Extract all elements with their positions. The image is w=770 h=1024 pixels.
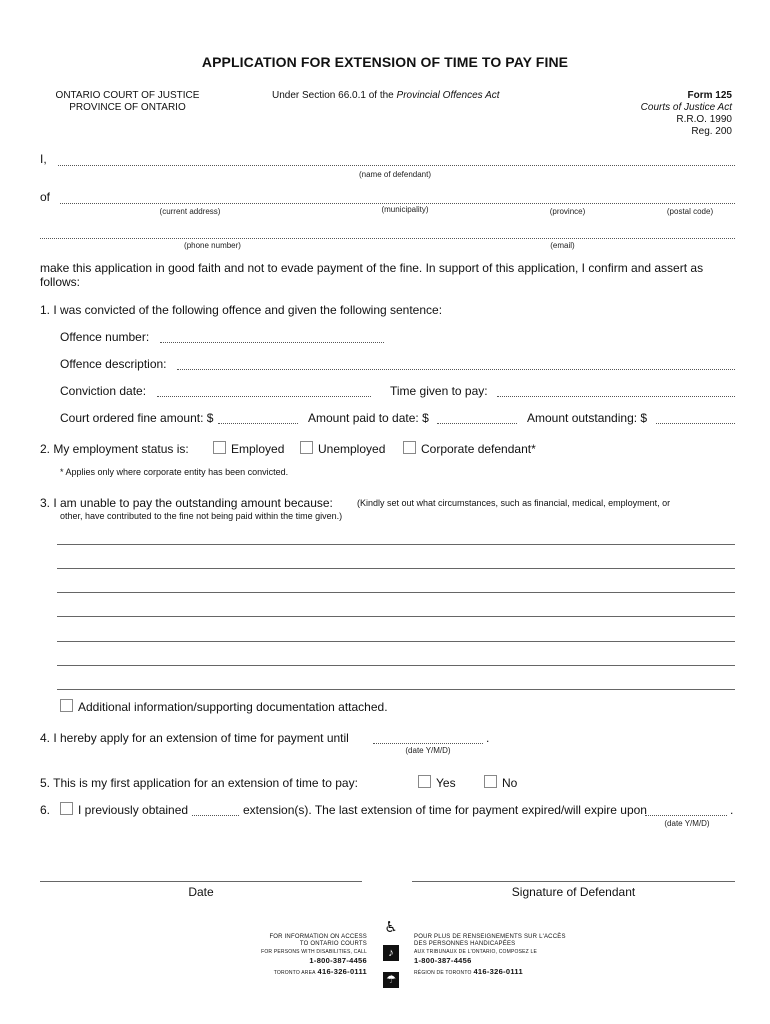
time-given-label: Time given to pay: bbox=[390, 384, 488, 398]
access-fr-area-phone: 416-326-0111 bbox=[473, 967, 523, 976]
access-en-line3: FOR PERSONS WITH DISABILITIES, CALL bbox=[261, 949, 367, 955]
address-field[interactable] bbox=[60, 203, 735, 204]
reason-line[interactable] bbox=[57, 689, 735, 690]
extension-count-field[interactable] bbox=[192, 815, 239, 816]
corporate-checkbox[interactable] bbox=[403, 441, 416, 454]
address-caption: (current address) bbox=[159, 207, 221, 216]
phone-caption: (phone number) bbox=[184, 241, 241, 250]
s3-heading: 3. I am unable to pay the outstanding amount because: bbox=[40, 496, 333, 510]
reason-line[interactable] bbox=[57, 665, 735, 666]
corporate-note: * Applies only where corporate entity has been convicted. bbox=[60, 467, 289, 477]
access-fr-line2: DES PERSONNES HANDICAPÉES bbox=[414, 941, 516, 947]
s6-date-caption: (date Y/M/D) bbox=[664, 819, 710, 828]
statute-reference bbox=[272, 90, 500, 102]
s6-period: . bbox=[730, 803, 734, 817]
s5-text: 5. This is my first application for an extension of time to pay: bbox=[40, 776, 358, 790]
court-name-line2: PROVINCE OF ONTARIO bbox=[69, 102, 186, 113]
access-en-area: TORONTO AREA bbox=[273, 970, 316, 976]
form-rro: R.R.O. 1990 bbox=[676, 114, 732, 125]
employed-checkbox[interactable] bbox=[213, 441, 226, 454]
hearing-icon: ♪ bbox=[383, 945, 399, 961]
s3-instruction-2: other, have contributed to the fine not being paid within the time given.) bbox=[60, 511, 343, 521]
s1-heading: 1. I was convicted of the following offence and given the following sentence: bbox=[40, 303, 443, 317]
court-name bbox=[40, 90, 215, 114]
conviction-date-label: Conviction date: bbox=[60, 384, 147, 398]
previous-extension-checkbox[interactable] bbox=[60, 802, 73, 815]
amount-paid-label: Amount paid to date: $ bbox=[308, 411, 429, 425]
walking-person-icon: ☂ bbox=[383, 972, 399, 988]
of-label: of bbox=[40, 190, 51, 204]
s2-heading: 2. My employment status is: bbox=[40, 442, 189, 456]
municipality-caption: (municipality) bbox=[381, 205, 429, 214]
form-act: Courts of Justice Act bbox=[640, 102, 732, 113]
corporate-label: Corporate defendant* bbox=[421, 442, 536, 456]
access-en-area-phone: 416-326-0111 bbox=[317, 967, 367, 976]
s6-number: 6. bbox=[40, 803, 51, 817]
form-number: Form 125 bbox=[687, 90, 732, 101]
email-caption: (email) bbox=[550, 241, 575, 250]
reason-line[interactable] bbox=[57, 592, 735, 593]
name-caption: (name of defendant) bbox=[358, 170, 432, 179]
form-reg: Reg. 200 bbox=[691, 126, 732, 137]
offence-description-label: Offence description: bbox=[60, 357, 167, 371]
extension-date-field[interactable] bbox=[373, 743, 483, 744]
access-fr-line1: POUR PLUS DE RENSEIGNEMENTS SUR L'ACCÈS bbox=[414, 934, 566, 940]
access-fr-area: RÉGION DE TORONTO bbox=[414, 970, 472, 976]
s4-period: . bbox=[486, 731, 490, 745]
reason-line[interactable] bbox=[57, 641, 735, 642]
amount-outstanding-field[interactable] bbox=[656, 423, 735, 424]
reason-line[interactable] bbox=[57, 544, 735, 545]
access-info-fr bbox=[414, 934, 584, 977]
access-info-en bbox=[240, 934, 367, 977]
amount-paid-field[interactable] bbox=[437, 423, 517, 424]
access-en-line2: TO ONTARIO COURTS bbox=[299, 941, 367, 947]
court-name-line1: ONTARIO COURT OF JUSTICE bbox=[55, 90, 200, 101]
signature-line[interactable] bbox=[412, 881, 735, 882]
province-caption: (province) bbox=[549, 207, 586, 216]
access-fr-phone: 1-800-387-4456 bbox=[414, 956, 472, 965]
s4-date-caption: (date Y/M/D) bbox=[405, 746, 451, 755]
date-line[interactable] bbox=[40, 881, 362, 882]
postal-caption: (postal code) bbox=[666, 207, 714, 216]
s3-instruction-1: (Kindly set out what circumstances, such as financial, medical, employment, or bbox=[357, 498, 671, 508]
unemployed-label: Unemployed bbox=[318, 442, 386, 456]
reason-line[interactable] bbox=[57, 568, 735, 569]
wheelchair-icon: ♿ bbox=[384, 919, 398, 936]
offence-number-field[interactable] bbox=[160, 342, 384, 343]
form-title: APPLICATION FOR EXTENSION OF TIME TO PAY FINE bbox=[201, 54, 569, 70]
fine-amount-label: Court ordered fine amount: $ bbox=[60, 411, 214, 425]
access-en-phone: 1-800-387-4456 bbox=[309, 956, 367, 965]
reason-line[interactable] bbox=[57, 616, 735, 617]
intro-text: make this application in good faith and not to evade payment of the fine. In support of this application, I confirm and assert as follows: bbox=[40, 261, 704, 289]
yes-label: Yes bbox=[436, 776, 456, 790]
unemployed-checkbox[interactable] bbox=[300, 441, 313, 454]
no-label: No bbox=[502, 776, 518, 790]
statute-act: Provincial Offences Act bbox=[396, 90, 500, 101]
access-en-line1: FOR INFORMATION ON ACCESS bbox=[269, 934, 367, 940]
s6-text-1: I previously obtained bbox=[78, 803, 189, 817]
employed-label: Employed bbox=[231, 442, 285, 456]
phone-email-field[interactable] bbox=[40, 238, 735, 239]
amount-outstanding-label: Amount outstanding: $ bbox=[527, 411, 648, 425]
statute-prefix: Under Section 66.0.1 of the bbox=[272, 90, 397, 101]
signature-label: Signature of Defendant bbox=[511, 885, 636, 899]
time-given-field[interactable] bbox=[497, 396, 735, 397]
offence-number-label: Offence number: bbox=[60, 330, 150, 344]
offence-description-field[interactable] bbox=[177, 369, 735, 370]
additional-info-label: Additional information/supporting documentation attached. bbox=[78, 700, 388, 714]
form-info bbox=[641, 90, 732, 138]
i-label: I, bbox=[40, 152, 47, 166]
fine-amount-field[interactable] bbox=[218, 423, 298, 424]
date-label: Date bbox=[188, 885, 214, 899]
no-checkbox[interactable] bbox=[484, 775, 497, 788]
last-extension-date-field[interactable] bbox=[645, 815, 727, 816]
defendant-name-field[interactable] bbox=[58, 165, 735, 166]
access-fr-line3: AUX TRIBUNAUX DE L'ONTARIO, COMPOSEZ LE bbox=[414, 949, 538, 955]
yes-checkbox[interactable] bbox=[418, 775, 431, 788]
conviction-date-field[interactable] bbox=[157, 396, 371, 397]
s6-text-2: extension(s). The last extension of time for payment expired/will expire upon bbox=[243, 803, 647, 817]
additional-info-checkbox[interactable] bbox=[60, 699, 73, 712]
s4-text: 4. I hereby apply for an extension of time for payment until bbox=[40, 731, 349, 745]
